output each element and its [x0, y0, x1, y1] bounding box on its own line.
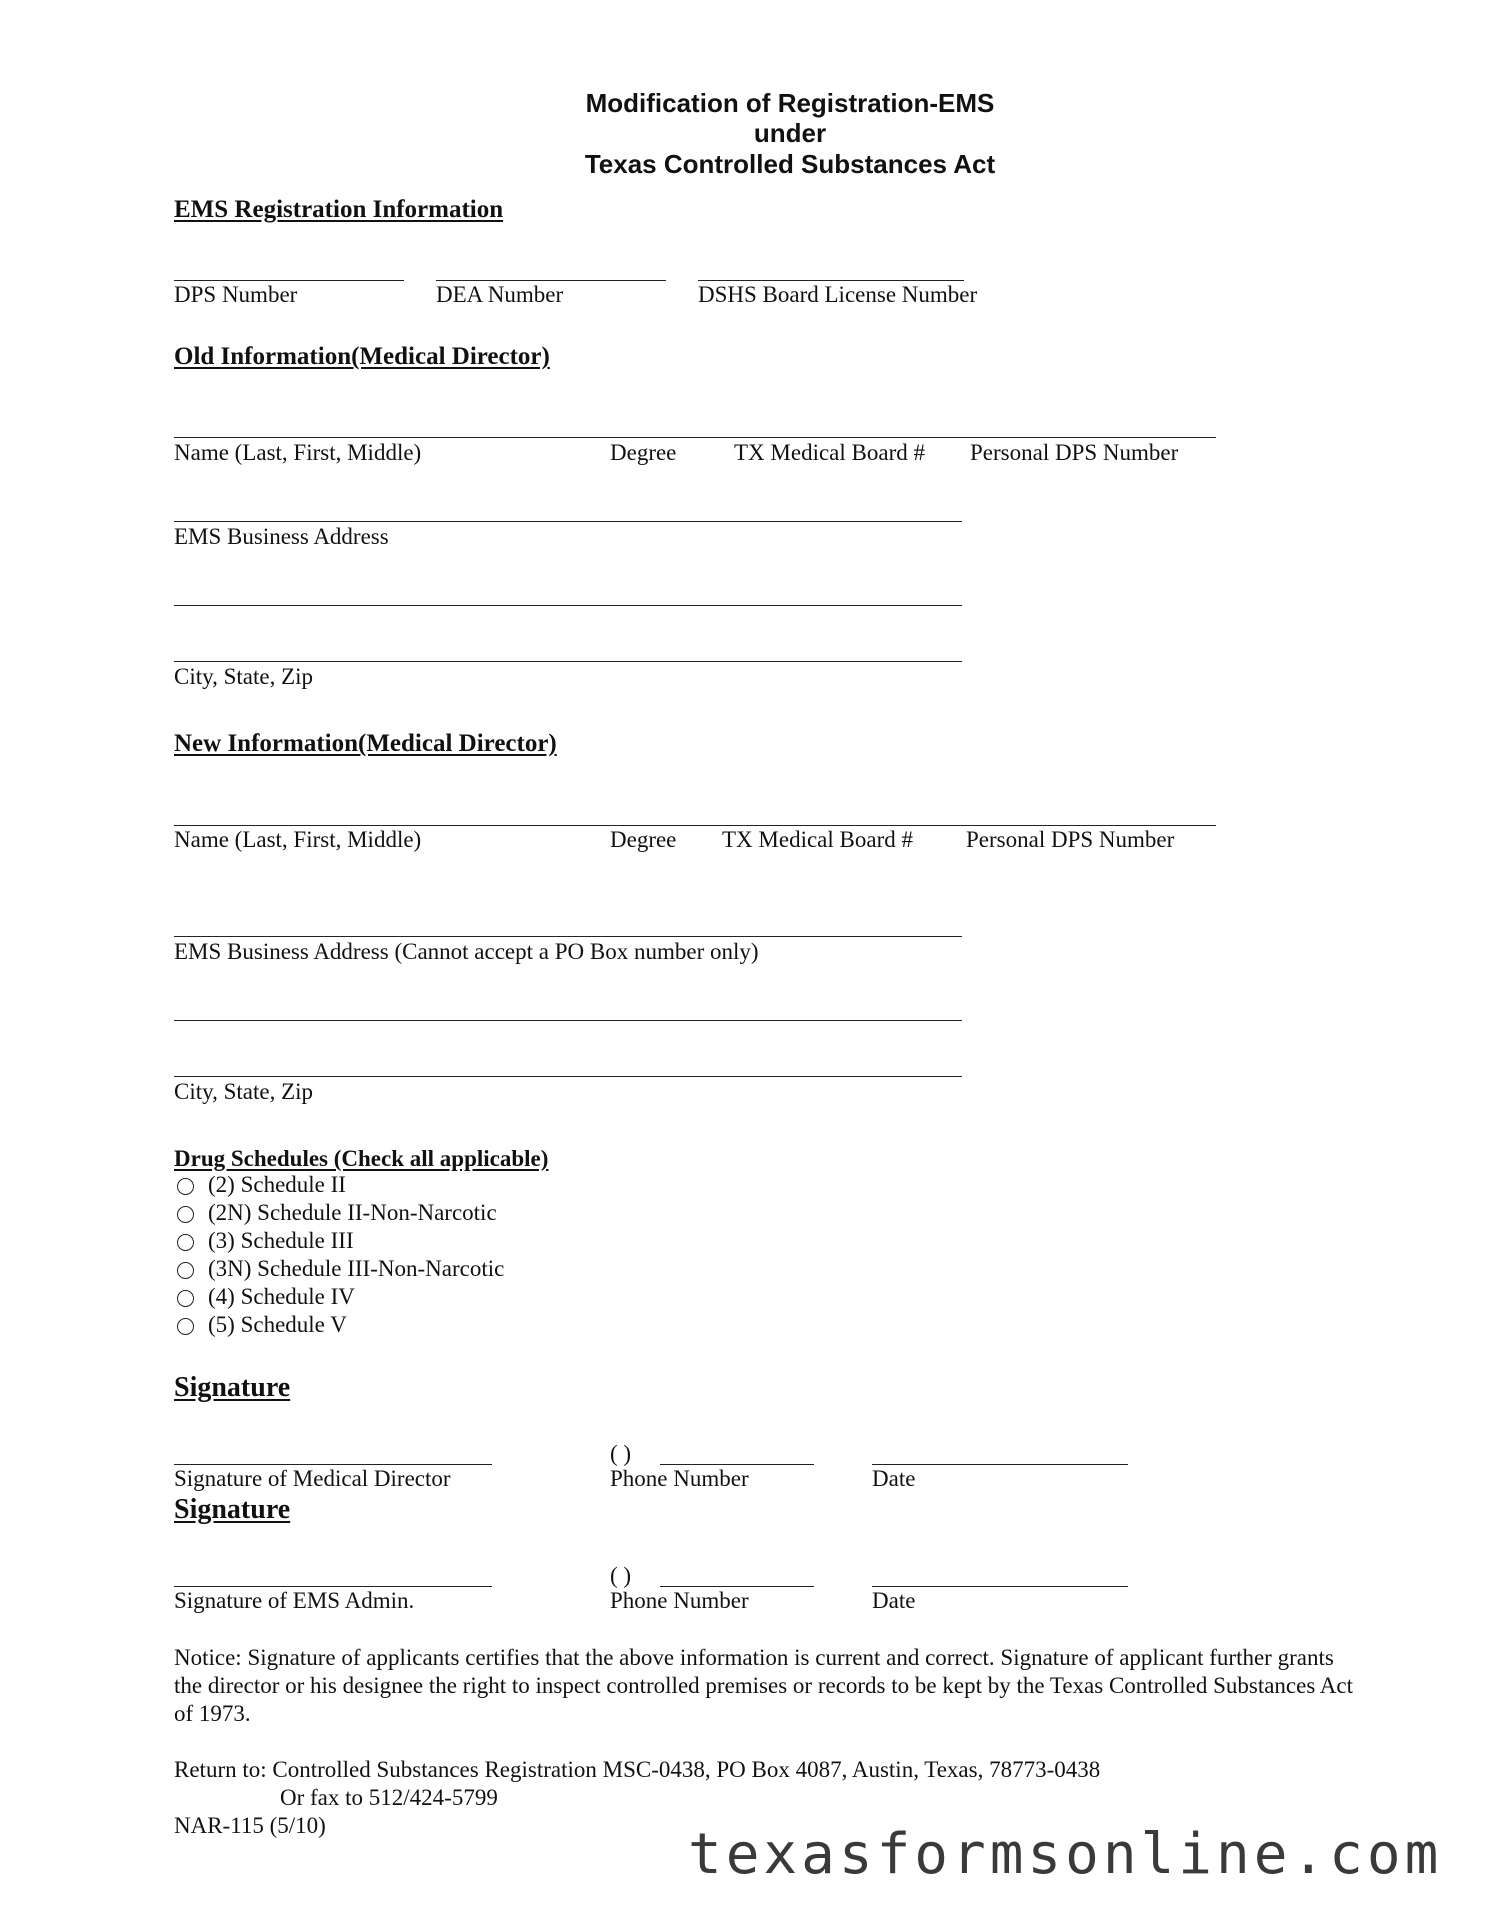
signature-admin-heading: Signature: [174, 1494, 291, 1525]
return-to-address: Return to: Controlled Substances Registration MSC-0438, PO Box 4087, Austin, Texas, 78773-0438: [174, 1757, 1101, 1782]
signature-admin-label: Signature of EMS Admin.: [174, 1588, 415, 1613]
dshs-license-field[interactable]: [698, 280, 964, 281]
phone-md-prefix: ( ): [610, 1441, 632, 1466]
schedule-2n-radio[interactable]: [177, 1206, 194, 1223]
old-address-label: EMS Business Address: [174, 524, 389, 549]
schedule-2-label: (2) Schedule II: [208, 1172, 346, 1197]
new-address-field[interactable]: [174, 936, 962, 937]
new-name-label: Name (Last, First, Middle): [174, 827, 422, 852]
date-md-label: Date: [872, 1466, 916, 1491]
phone-admin-prefix: ( ): [610, 1563, 632, 1588]
schedule-3-radio[interactable]: [177, 1234, 194, 1251]
schedule-4-radio[interactable]: [177, 1290, 194, 1307]
old-city-field[interactable]: [174, 661, 962, 662]
dea-number-label: DEA Number: [436, 282, 564, 307]
ems-registration-heading: EMS Registration Information: [174, 196, 504, 223]
date-admin-field[interactable]: [872, 1586, 1128, 1587]
schedule-4-label: (4) Schedule IV: [208, 1284, 355, 1309]
new-city-field[interactable]: [174, 1076, 962, 1077]
old-city-label: City, State, Zip: [174, 664, 314, 689]
watermark-text: texasformsonline.com: [688, 1822, 1443, 1887]
schedule-3n-label: (3N) Schedule III-Non-Narcotic: [208, 1256, 505, 1281]
dshs-license-label: DSHS Board License Number: [698, 282, 978, 307]
new-address-line2-field[interactable]: [174, 1020, 962, 1021]
old-personal-dps-label: Personal DPS Number: [970, 440, 1179, 465]
form-title-line2: under: [753, 118, 827, 148]
schedule-3n-radio[interactable]: [177, 1262, 194, 1279]
schedule-3-label: (3) Schedule III: [208, 1228, 354, 1253]
old-address-field[interactable]: [174, 521, 962, 522]
new-name-field[interactable]: [174, 825, 1216, 826]
form-title-line1: Modification of Registration-EMS: [585, 88, 995, 118]
signature-md-heading: Signature: [174, 1372, 291, 1403]
signature-admin-field[interactable]: [174, 1586, 492, 1587]
new-address-label: EMS Business Address (Cannot accept a PO Box number only): [174, 939, 759, 964]
old-info-heading: Old Information(Medical Director): [174, 343, 550, 370]
dps-number-field[interactable]: [174, 280, 404, 281]
phone-admin-label: Phone Number: [610, 1588, 749, 1613]
schedule-2-radio[interactable]: [177, 1178, 194, 1195]
old-name-field[interactable]: [174, 437, 1216, 438]
new-board-label: TX Medical Board #: [722, 827, 913, 852]
date-admin-label: Date: [872, 1588, 916, 1613]
phone-admin-field[interactable]: [660, 1586, 814, 1587]
phone-md-field[interactable]: [660, 1464, 814, 1465]
new-degree-label: Degree: [610, 827, 677, 852]
dps-number-label: DPS Number: [174, 282, 298, 307]
new-personal-dps-label: Personal DPS Number: [966, 827, 1175, 852]
old-name-label: Name (Last, First, Middle): [174, 440, 422, 465]
schedule-2n-label: (2N) Schedule II-Non-Narcotic: [208, 1200, 497, 1225]
drug-schedules-heading: Drug Schedules (Check all applicable): [174, 1146, 549, 1171]
form-title-line3: Texas Controlled Substances Act: [584, 149, 996, 179]
notice-paragraph: Notice: Signature of applicants certifies that the above information is current and correct. Signature of applicant further grants the director or his designee the right to inspect controlled premises or records to be kept by the Texas Controlled Substances Act of 1973.: [174, 1645, 1353, 1726]
schedule-5-radio[interactable]: [177, 1318, 194, 1335]
date-md-field[interactable]: [872, 1464, 1128, 1465]
old-degree-label: Degree: [610, 440, 677, 465]
form-number: NAR-115 (5/10): [174, 1813, 326, 1838]
signature-md-label: Signature of Medical Director: [174, 1466, 451, 1491]
schedule-5-label: (5) Schedule V: [208, 1312, 347, 1337]
new-info-heading: New Information(Medical Director): [174, 730, 557, 757]
old-address-line2-field[interactable]: [174, 605, 962, 606]
dea-number-field[interactable]: [436, 280, 666, 281]
phone-md-label: Phone Number: [610, 1466, 749, 1491]
new-city-label: City, State, Zip: [174, 1079, 314, 1104]
signature-md-field[interactable]: [174, 1464, 492, 1465]
return-fax: Or fax to 512/424-5799: [280, 1785, 498, 1810]
old-board-label: TX Medical Board #: [734, 440, 925, 465]
